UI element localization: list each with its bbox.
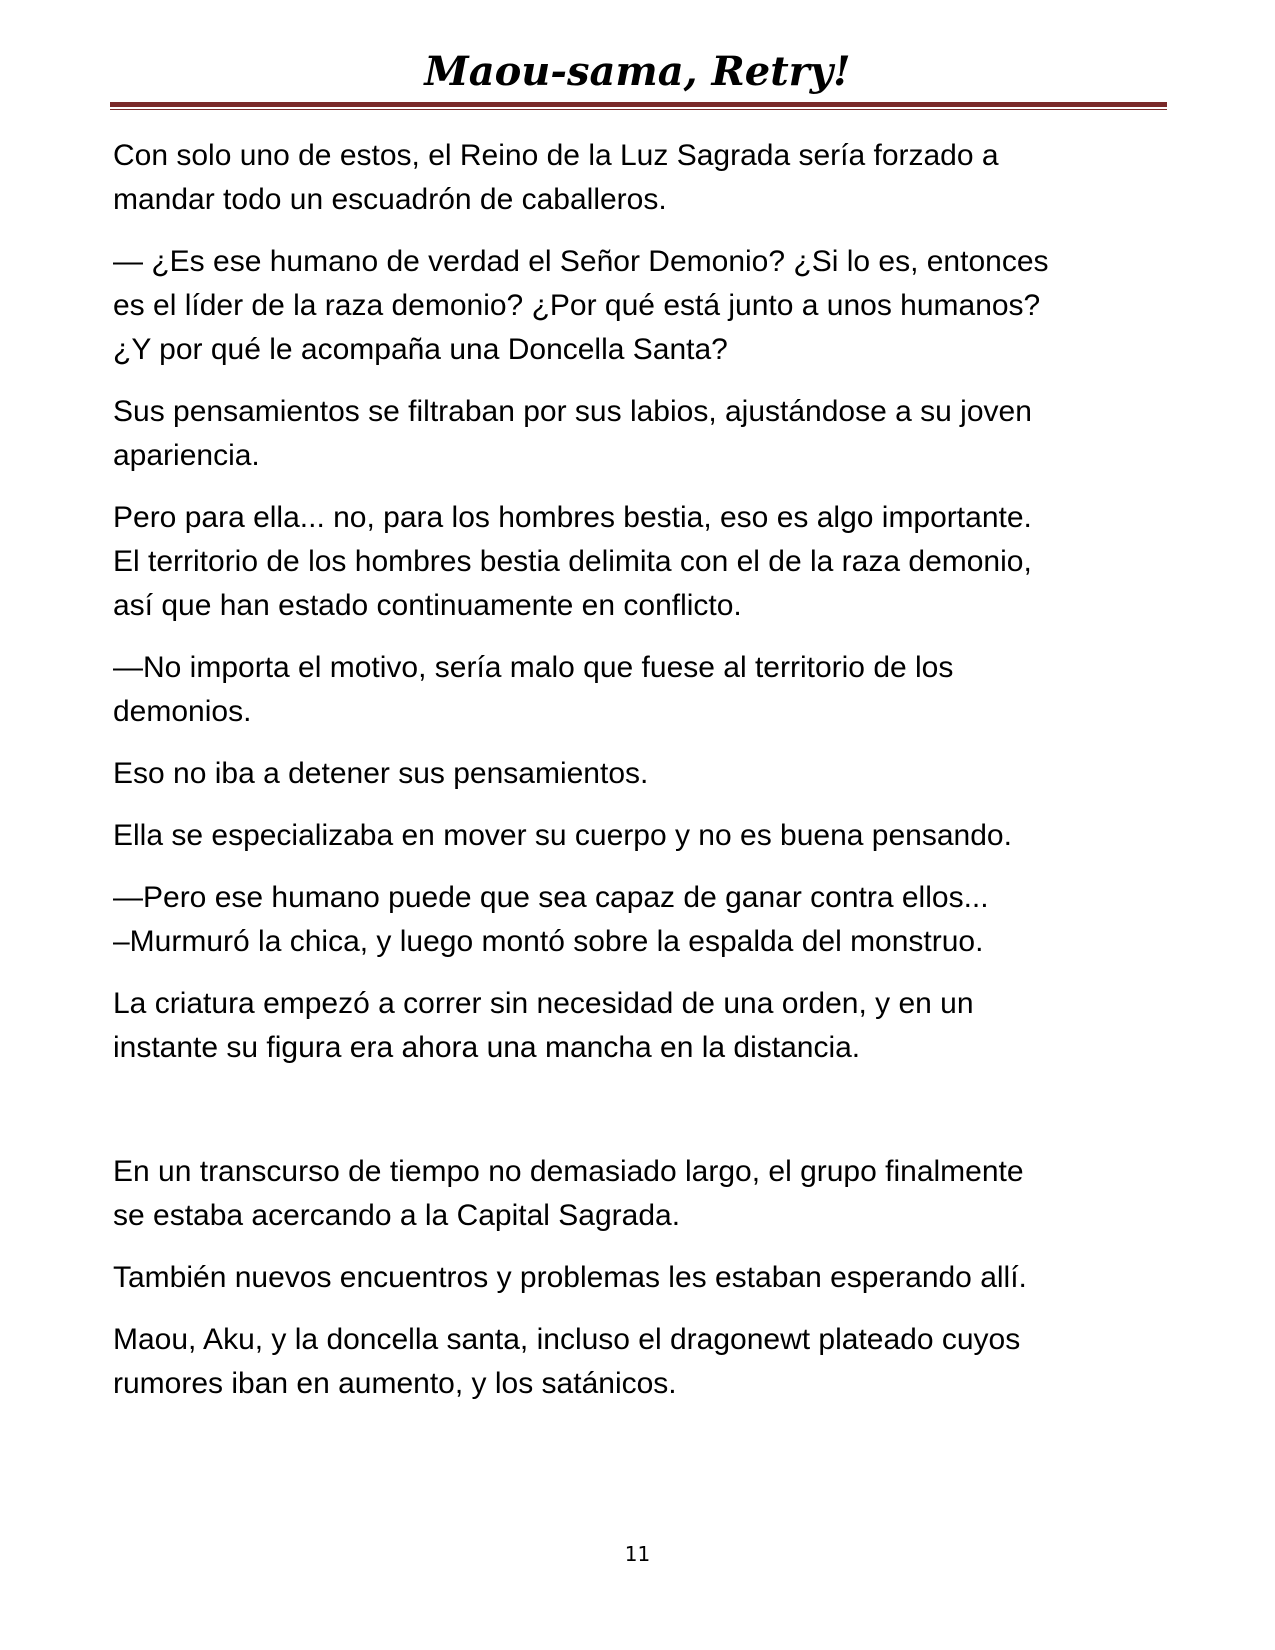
paragraph: En un transcurso de tiempo no demasiado largo, el grupo finalmente se estaba acercando a la Capital Sagrada. [113,1155,1024,1232]
paragraph: Maou, Aku, y la doncella santa, incluso el dragonewt plateado cuyos rumores iban en aumento, y los satánicos. [113,1323,1021,1400]
paragraph: Eso no iba a detener sus pensamientos. [113,757,649,790]
paragraph: Pero para ella... no, para los hombres bestia, eso es algo importante. El territorio de los hombres bestia delimita con el de la raza demonio, así que han estado continuamente en conflicto. [113,501,1032,622]
running-header-title: Maou-sama, Retry! [424,48,851,95]
paragraph: Con solo uno de estos, el Reino de la Luz Sagrada sería forzado a mandar todo un escuadrón de caballeros. [113,139,999,216]
page-number: 11 [624,1542,651,1566]
paragraph: Sus pensamientos se filtraban por sus labios, ajustándose a su joven apariencia. [113,395,1032,472]
paragraph: —No importa el motivo, sería malo que fuese al territorio de los demonios. [113,651,954,728]
paragraph: — ¿Es ese humano de verdad el Señor Demonio? ¿Si lo es, entonces es el líder de la raza demonio? ¿Por qué está junto a unos humanos? ¿Y por qué le acompaña una Doncella Santa? [113,245,1049,366]
paragraph: —Pero ese humano puede que sea capaz de ganar contra ellos... –Murmuró la chica, y luego montó sobre la espalda del monstruo. [113,881,989,958]
header-rule-thick [110,102,1167,107]
paragraph: También nuevos encuentros y problemas les estaban esperando allí. [113,1261,1027,1294]
body-text [113,134,1173,1424]
paragraph: Ella se especializaba en mover su cuerpo y no es buena pensando. [113,819,1012,852]
paragraph: La criatura empezó a correr sin necesidad de una orden, y en un instante su figura era ahora una mancha en la distancia. [113,987,974,1064]
header-rule-thin [110,109,1167,110]
section-break [113,1088,1173,1150]
